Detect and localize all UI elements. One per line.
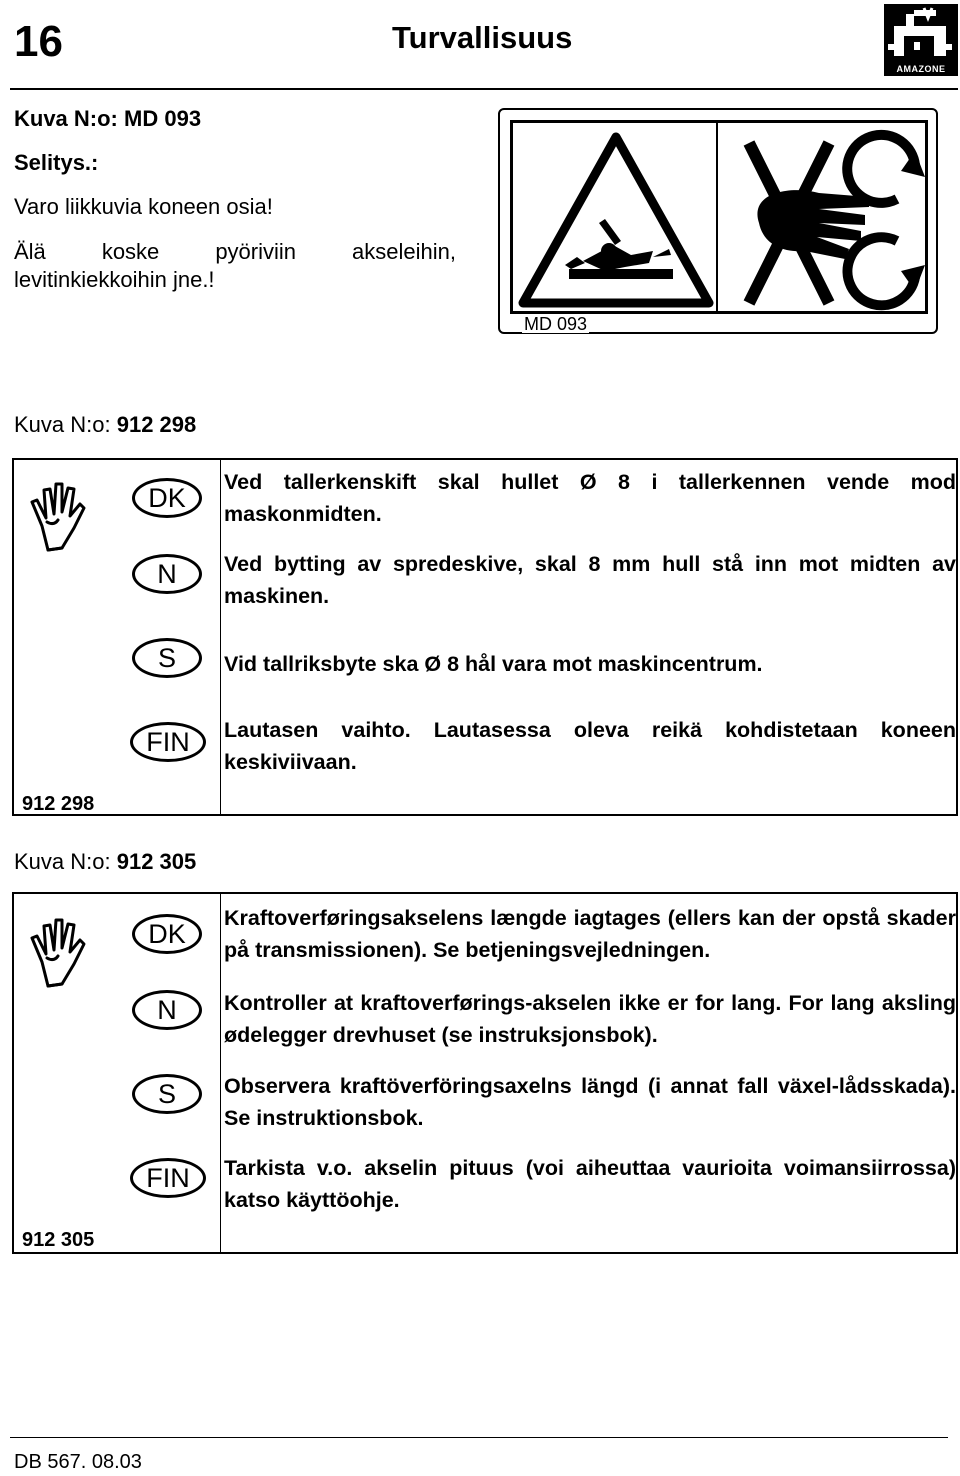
footer-rule (10, 1437, 948, 1438)
figure3-label (14, 851, 196, 873)
figure1-label (14, 108, 201, 130)
lang-badge-n: N (132, 990, 202, 1030)
figure2-label-prefix: Kuva N:o: (14, 412, 111, 437)
instruction-text-fin: Tarkista v.o. akselin pituus (voi aiheuttaa vaurioita voimansiirrossa) katso käyttöohje. (224, 1156, 956, 1212)
figure2-label (14, 414, 196, 436)
amazone-logo (884, 4, 958, 76)
instruction-table-912298 (12, 458, 958, 816)
page-number: 16 (14, 17, 63, 66)
figure1-code: MD 093 (124, 106, 202, 131)
table-code: 912 298 (22, 793, 95, 815)
instruction-text-s: Vid tallriksbyte ska Ø 8 hål vara mot maskincentrum. (224, 652, 763, 676)
instruction-text-fin: Lautasen vaihto. Lautasessa oleva reikä kohdistetaan koneen keskiviivaan. (224, 718, 956, 774)
header-rule (10, 88, 958, 90)
lang-badge-n: N (132, 554, 202, 594)
table-code: 912 305 (22, 1229, 95, 1251)
figure3-code: 912 305 (116, 849, 197, 874)
instruction-text-dk: Ved tallerkenskift skal hullet Ø 8 i tallerkennen vende mod maskonmidten. (224, 470, 956, 526)
instruction-text-dk: Kraftoverføringsakselens længde iagtages (ellers kan der opstå skader på transmissionen). Se betjeningsvejledningen. (224, 906, 956, 962)
lang-badge-fin: FIN (130, 722, 206, 762)
instruction-text-n: Ved bytting av spredeskive, skal 8 mm hull stå inn mot midten av maskinen. (224, 552, 956, 608)
figure3-label-prefix: Kuva N:o: (14, 849, 111, 874)
instruction-text-n: Kontroller at kraftoverførings-akselen ikke er for lang. For lang aksling ødelegger drevhuset (se instruksjonsbok). (224, 991, 956, 1047)
page-title: Turvallisuus (392, 20, 573, 55)
lang-badge-dk: DK (132, 914, 202, 954)
lang-badge-s: S (132, 638, 202, 678)
hand-icon (24, 476, 108, 560)
sign-code: MD 093 (524, 314, 588, 334)
warning-line-2: Älä koske pyöriviin akseleihin, levitinkiekkoihin jne.! (14, 239, 456, 292)
warning-line-1: Varo liikkuvia koneen osia! (14, 194, 273, 219)
no-touch-rotating-parts-icon (719, 123, 931, 313)
tractor-logo-icon (884, 4, 958, 64)
warning-sign-border (510, 120, 928, 314)
instruction-table-912305 (12, 892, 958, 1254)
table-divider (220, 460, 221, 814)
figure2-code: 912 298 (116, 412, 197, 437)
table-divider (220, 894, 221, 1252)
hand-icon (24, 912, 108, 996)
entanglement-warning-icon (513, 123, 719, 313)
lang-badge-dk: DK (132, 478, 202, 518)
lang-badge-fin: FIN (130, 1158, 206, 1198)
footer-doc-code: DB 567. 08.03 (14, 1451, 142, 1473)
figure1-label-prefix: Kuva N:o: (14, 106, 118, 131)
explanation-label: Selitys.: (14, 150, 99, 175)
logo-wordmark: AMAZONE (896, 64, 946, 74)
warning-sign-md093 (498, 108, 938, 334)
lang-badge-s: S (132, 1074, 202, 1114)
instruction-text-s: Observera kraftöverföringsaxelns längd (i annat fall växel-lådsskada). Se instruktionsbok. (224, 1074, 956, 1130)
